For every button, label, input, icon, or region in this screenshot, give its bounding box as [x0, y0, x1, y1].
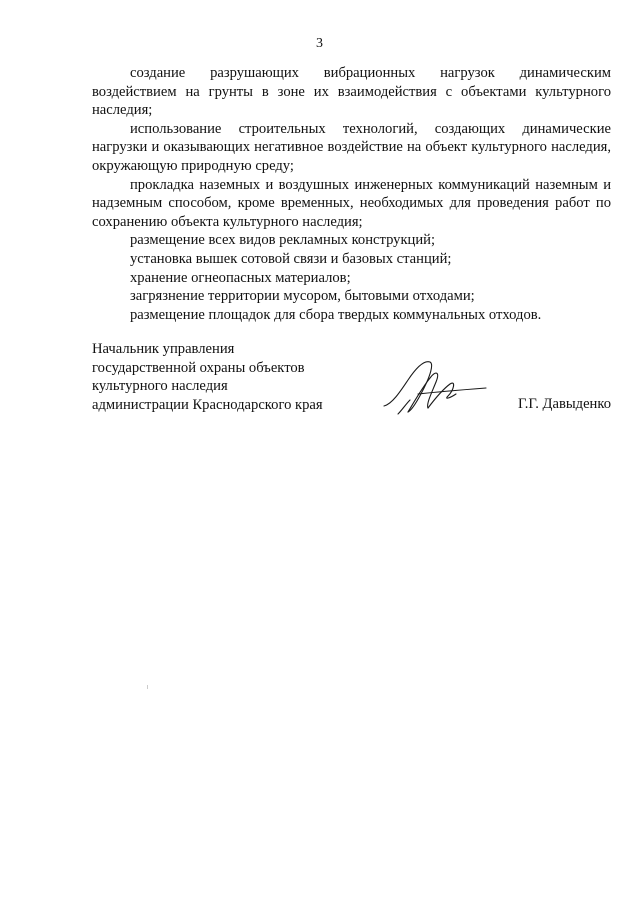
document-body	[92, 64, 611, 324]
scan-speck	[147, 685, 148, 689]
paragraph: использование строительных технологий, создающих динамические нагрузки и оказывающих негативное воздействие на объект культурного наследия, окружающую природную среду;	[92, 120, 611, 174]
signer-position	[92, 340, 352, 414]
paragraph: хранение огнеопасных материалов;	[130, 269, 351, 286]
paragraph: прокладка наземных и воздушных инженерных коммуникаций наземным и надземным способом, кроме временных, необходимых для проведения работ по сохранению объекта культурного наследия;	[92, 176, 611, 230]
page-number: 3	[316, 36, 323, 51]
paragraph: создание разрушающих вибрационных нагрузок динамическим воздействием на грунты в зоне их взаимодействия с объектами культурного наследия;	[92, 65, 611, 119]
paragraph: загрязнение территории мусором, бытовыми отходами;	[130, 288, 475, 305]
signer-position-line: государственной охраны объектов	[92, 359, 305, 376]
signer-position-line: Начальник управления	[92, 341, 235, 357]
handwritten-signature-icon	[378, 354, 490, 418]
paragraph: установка вышек сотовой связи и базовых станций;	[130, 250, 452, 267]
signer-name: Г.Г. Давыденко	[517, 396, 611, 412]
signer-position-line: культурного наследия	[92, 378, 228, 395]
signature-block	[92, 340, 611, 420]
paragraph: размещение площадок для сбора твердых коммунальных отходов.	[130, 306, 542, 323]
signer-position-line: администрации Краснодарского края	[92, 396, 323, 413]
paragraph: размещение всех видов рекламных конструкций;	[130, 232, 436, 249]
